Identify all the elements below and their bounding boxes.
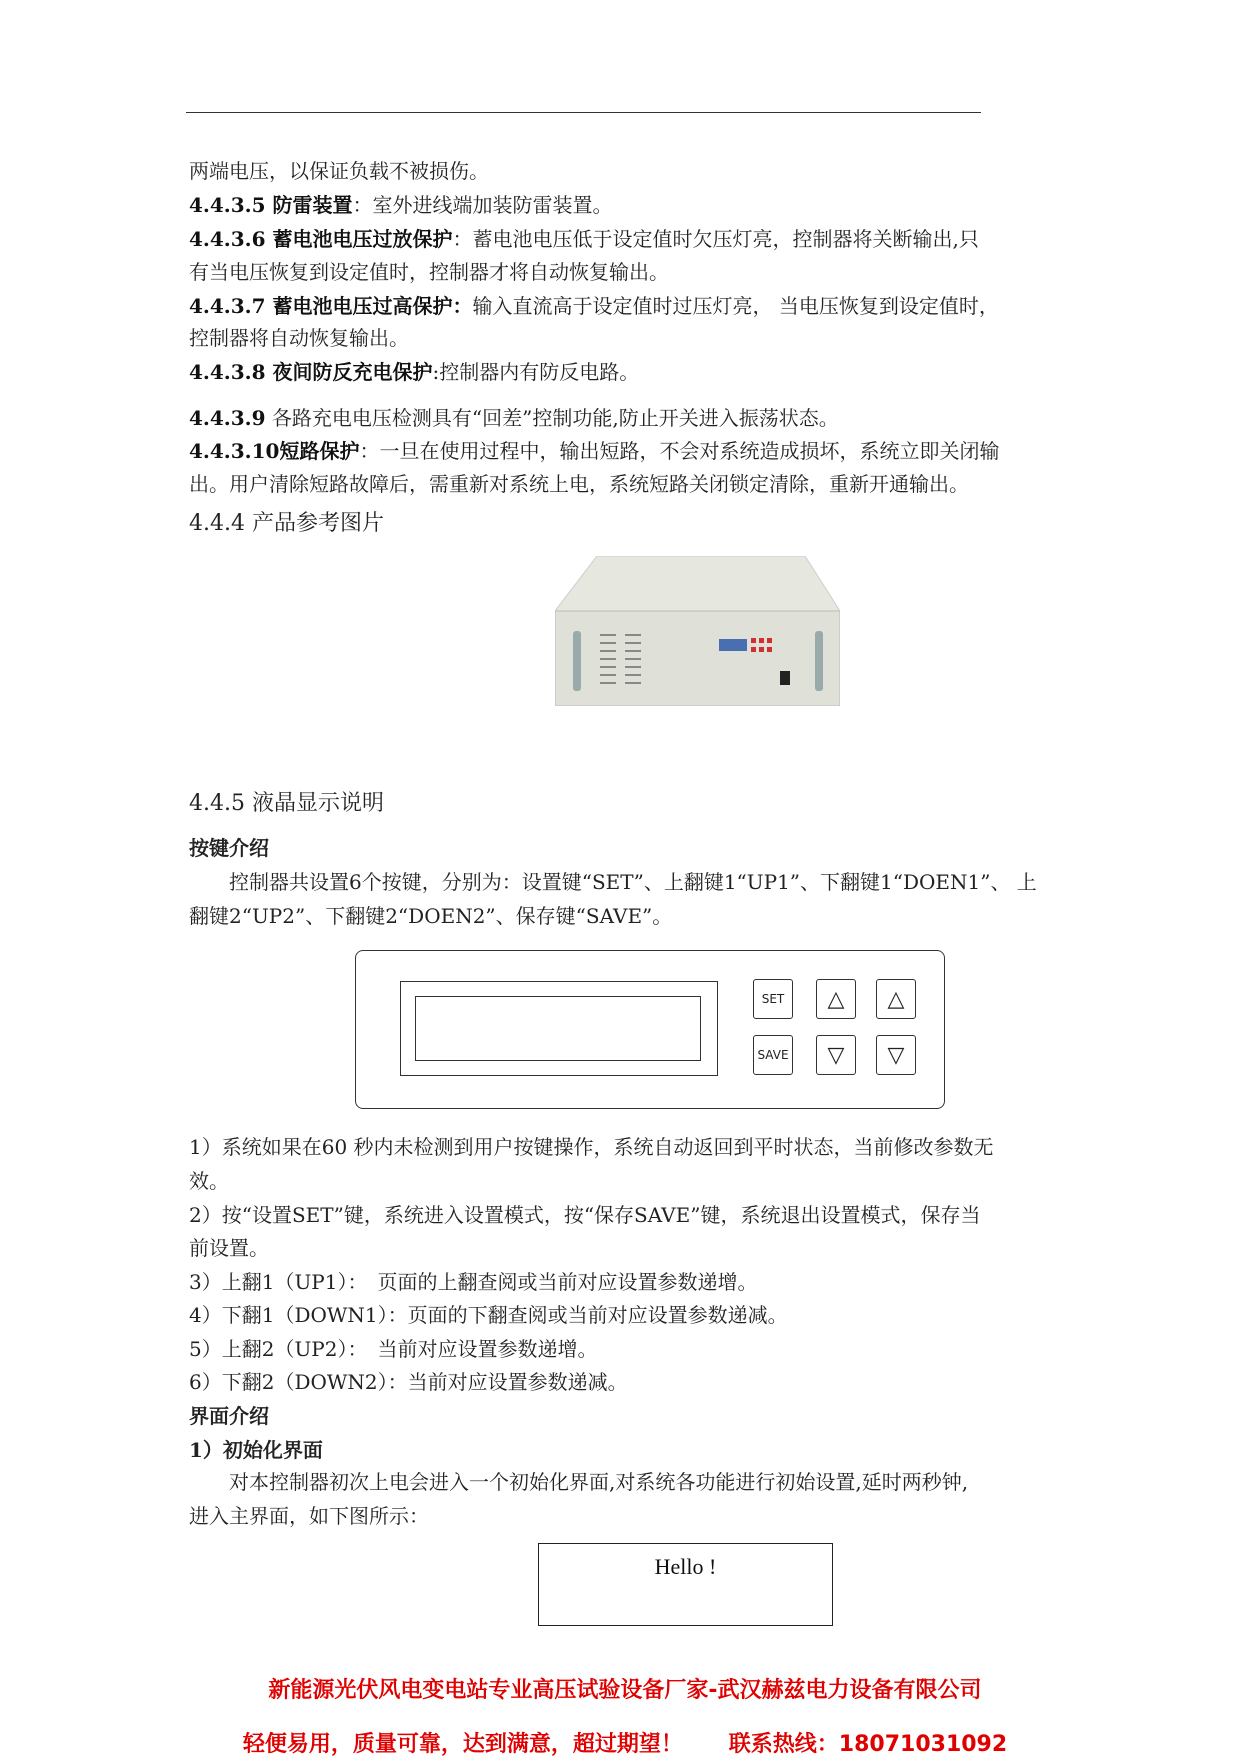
list-item: 3）上翻1（UP1）： 页面的上翻查阅或当前对应设置参数递增。: [189, 1270, 758, 1294]
section-4-4-3-7: 4.4.3.7 蓄电池电压过高保护：输入直流高于设定值时过压灯亮， 当电压恢复到设定值时，: [189, 294, 999, 318]
handle-right: [815, 631, 823, 691]
text-line: 控制器共设置6个按键，分别为：设置键“SET”、上翻键1“UP1”、下翻键1“DOEN1”、 上: [189, 870, 1037, 894]
ui-title: 界面介绍: [189, 1404, 269, 1428]
section-4-4-3-10: 4.4.3.10短路保护：一旦在使用过程中，输出短路，不会对系统造成损坏，系统立即关闭输: [189, 439, 1000, 463]
footer-hotline: 轻便易用，质量可靠，达到满意，超过期望！ 联系热线：18071031092: [242, 1732, 1008, 1757]
text-line: 进入主界面，如下图所示：: [189, 1504, 429, 1528]
hello-text: Hello !: [654, 1554, 717, 1579]
down2-key-icon: ▽: [876, 1035, 916, 1075]
down1-key-icon: ▽: [816, 1035, 856, 1075]
text-line: 有当电压恢复到设定值时，控制器才将自动恢复输出。: [189, 260, 669, 284]
power-switch: [780, 671, 790, 685]
product-photo: [555, 556, 840, 706]
list-item: 2）按“设置SET”键，系统进入设置模式，按“保存SAVE”键，系统退出设置模式，保存当: [189, 1203, 981, 1227]
text-line: 控制器将自动恢复输出。: [189, 326, 409, 350]
lcd-screen: [415, 996, 701, 1061]
text-line: 对本控制器初次上电会进入一个初始化界面,对系统各功能进行初始设置,延时两秒钟,: [189, 1470, 969, 1494]
list-item: 5）上翻2（UP2）： 当前对应设置参数递增。: [189, 1337, 598, 1361]
lcd-frame: [400, 981, 718, 1076]
lcd-display: [719, 639, 747, 651]
list-item: 6）下翻2（DOWN2）：当前对应设置参数递减。: [189, 1370, 628, 1394]
hello-screen-diagram: [538, 1543, 833, 1626]
section-4-4-3-5: 4.4.3.5 防雷装置：室外进线端加装防雷装置。: [189, 193, 613, 217]
header-rule: [186, 112, 981, 113]
heading-4-4-4: 4.4.4 产品参考图片: [189, 511, 384, 536]
list-item: 前设置。: [189, 1236, 269, 1260]
section-4-4-3-9: 4.4.3.9 各路充电电压检测具有“回差”控制功能,防止开关进入振荡状态。: [189, 406, 839, 430]
text-line: 两端电压，以保证负载不被损伤。: [189, 159, 489, 183]
list-item: 效。: [189, 1169, 229, 1193]
heading-4-4-5: 4.4.5 液晶显示说明: [189, 791, 384, 816]
footer-company: 新能源光伏风电变电站专业高压试验设备厂家-武汉赫兹电力设备有限公司: [268, 1678, 982, 1703]
up1-key-icon: △: [816, 979, 856, 1019]
save-key: SAVE: [753, 1035, 793, 1075]
list-item: 4）下翻1（DOWN1）：页面的下翻查阅或当前对应设置参数递减。: [189, 1303, 788, 1327]
set-key: SET: [753, 979, 793, 1019]
controller-panel-diagram: [355, 950, 945, 1109]
text-line: 出。用户清除短路故障后，需重新对系统上电，系统短路关闭锁定清除，重新开通输出。: [189, 472, 969, 496]
keys-title: 按键介绍: [189, 836, 269, 860]
up2-key-icon: △: [876, 979, 916, 1019]
section-4-4-3-8: 4.4.3.8 夜间防反充电保护:控制器内有防反电路。: [189, 360, 640, 384]
init-title: 1）初始化界面: [189, 1438, 323, 1462]
list-item: 1）系统如果在60 秒内未检测到用户按键操作，系统自动返回到平时状态，当前修改参数无: [189, 1135, 994, 1159]
text-line: 翻键2“UP2”、下翻键2“DOEN2”、保存键“SAVE”。: [189, 904, 673, 928]
section-4-4-3-6: 4.4.3.6 蓄电池电压过放保护：蓄电池电压低于设定值时欠压灯亮，控制器将关断输出,只: [189, 227, 979, 251]
handle-left: [573, 631, 581, 691]
